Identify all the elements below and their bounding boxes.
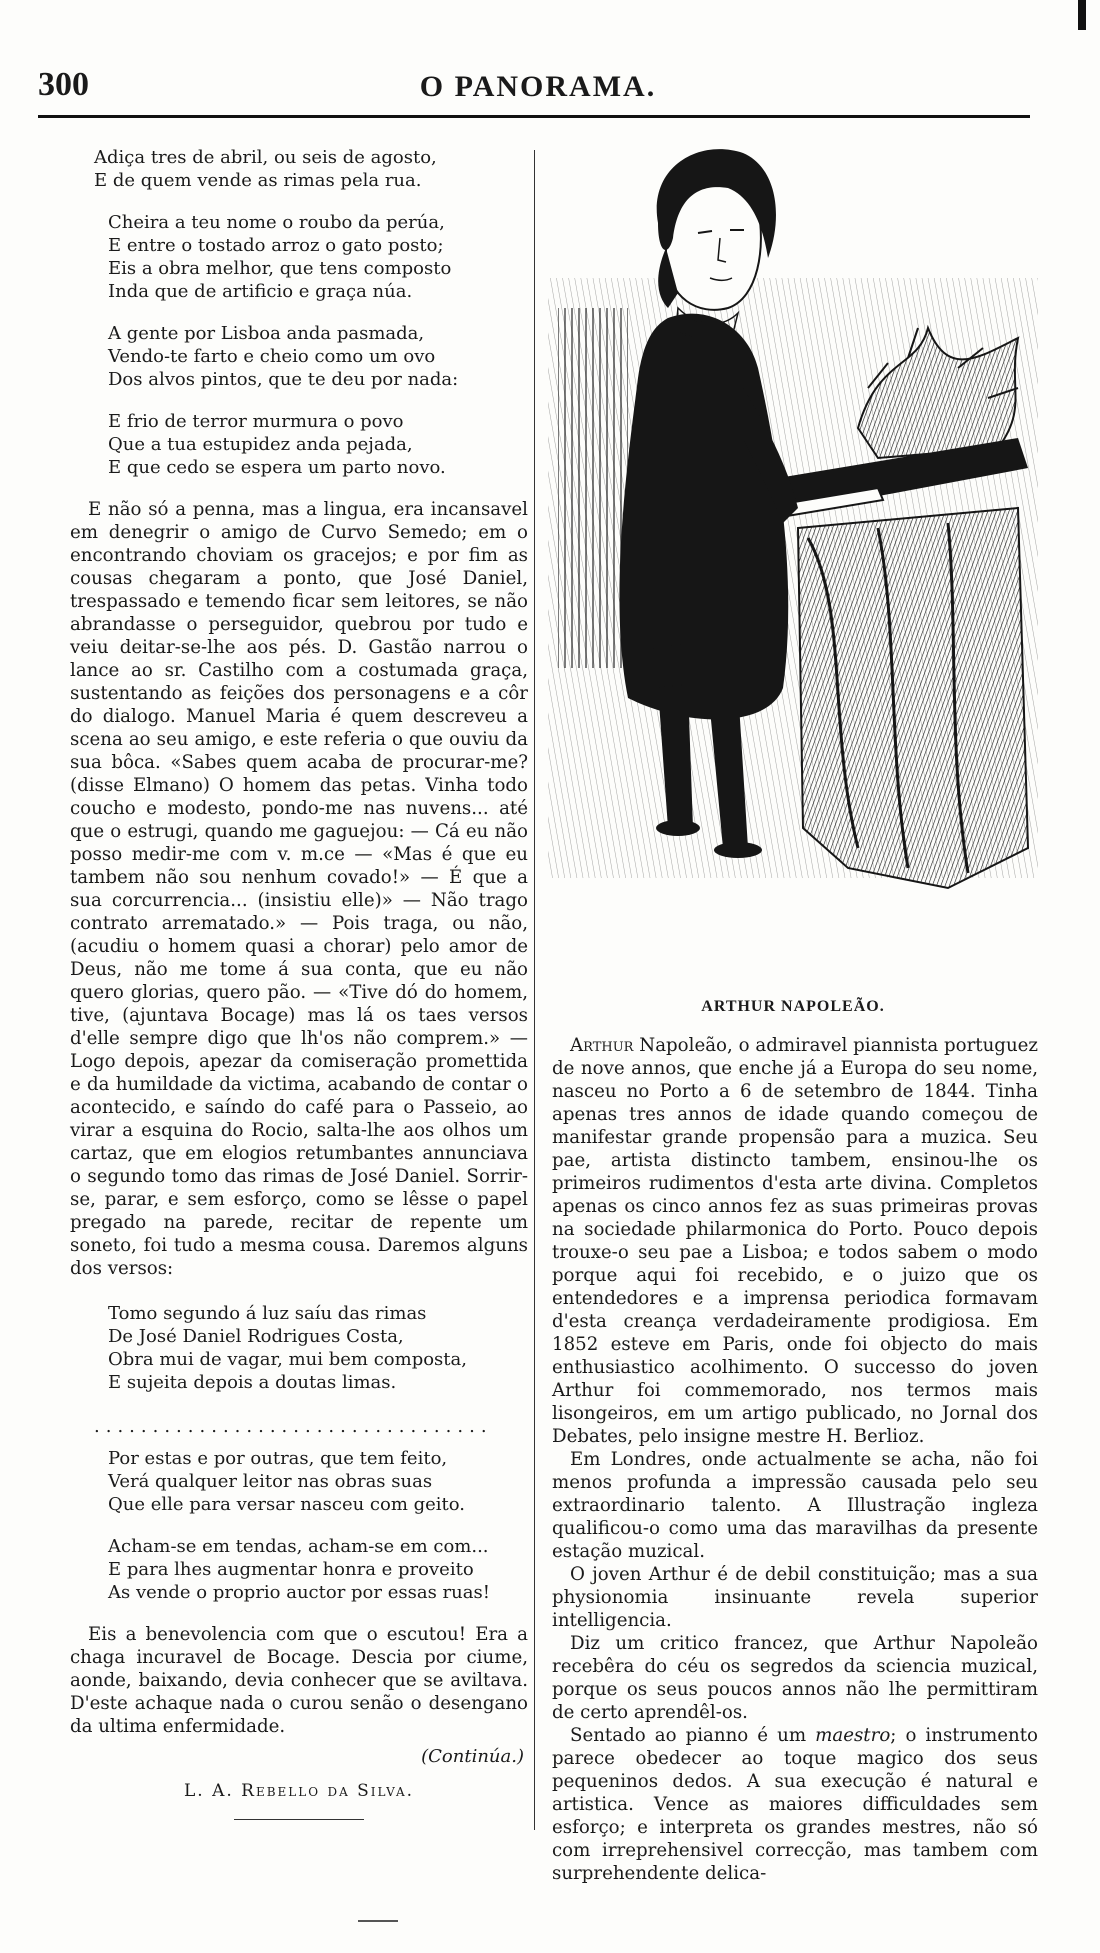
background-column xyxy=(558,308,628,668)
stanza xyxy=(108,1302,528,1394)
verse-line: A gente por Lisboa anda pasmada, xyxy=(108,323,425,344)
emphasis: maestro xyxy=(815,1725,891,1746)
paragraph-text: Napoleão, o admiravel piannista portuguez de nove annos, que enche já a Europa do seu nome, nasceu no Porto a 6 de setembro de 1844. Tinha apenas tres annos de idade quando começou de manifestar grande propensão para a muzica. Seu pae, artista distincto tambem, ensinou-lhe os primeiros rudimentos d'esta arte divina. Completos apenas os cinco annos fez as suas primeiras provas na sociedade philarmonica do Porto. Pouco depois trouxe-o seu pae a Lisboa; e todos sabem o modo porque aqui foi recebido, e o juizo que os entendedores e a imprensa periodica formavam d'esta creança verdadeiramente prodigiosa. Em 1852 esteve em Paris, onde foi objecto do mais enthusiastico acolhimento. O successo do joven Arthur foi commemorado, nos termos mais lisongeiros, em um artigo publicado, no Jornal dos Debates, pelo insigne mestre H. Berlioz. xyxy=(552,1035,1038,1447)
stanza xyxy=(94,146,528,192)
verse-line: Adiça tres de abril, ou seis de agosto, xyxy=(94,147,437,168)
ellipsis-line: .................................. xyxy=(94,1416,493,1437)
verse-line: Vendo-te farto e cheio como um ovo xyxy=(108,346,436,367)
verse-line: E frio de terror murmura o povo xyxy=(108,411,404,432)
verse-line: E que cedo se espera um parto novo. xyxy=(108,457,446,478)
verse-line: Eis a obra melhor, que tens composto xyxy=(108,258,452,279)
paragraph-text: ; o instrumento parece obedecer ao toque magico dos seus pequeninos dedos. A sua execução é natural e artistica. Vence as maiores difficuldades sem esforço; e interpreta os grandes mestres, não só com irreprehensivel correcção, mas tambem com surprehendente delica- xyxy=(552,1725,1038,1884)
paragraph: Eis a benevolencia com que o escutou! Era a chaga incuravel de Bocage. Descia por ciume, aonde, baixando, devia conhecer que se aviltava. D'este achaque nada o curou senão o desengano da ultima enfermidade. xyxy=(70,1624,528,1737)
right-column xyxy=(552,1034,1038,1885)
verse-line: Verá qualquer leitor nas obras suas xyxy=(108,1471,433,1492)
paragraph xyxy=(552,1724,1038,1885)
verse-line: Por estas e por outras, que tem feito, xyxy=(108,1448,448,1469)
page-number: 300 xyxy=(38,66,89,103)
verse-line: Que a tua estupidez anda pejada, xyxy=(108,434,413,455)
figure-caption: ARTHUR NAPOLEÃO. xyxy=(701,998,885,1015)
verse-line: Dos alvos pintos, que te deu por nada: xyxy=(108,369,459,390)
page-header xyxy=(38,66,1038,112)
verse-line: De José Daniel Rodrigues Costa, xyxy=(108,1326,404,1347)
paragraph: E não só a penna, mas a lingua, era incansavel em denegrir o amigo de Curvo Semedo; em o encontrando choviam os gracejos; e por fim as cousas chegaram a ponto, que José Daniel, trespassado e temendo ficar sem leitores, se não abrandasse o perseguidor, quebrou por tudo e veiu deitar-se-lhe aos pés. D. Gastão narrou o lance ao sr. Castilho com a costumada graça, sustentando as feições dos personagens e a côr do dialogo. Manuel Maria é quem descreveu a scena ao seu amigo, e este referia o que ouviu da sua bôca. «Sabes quem acaba de procurar-me? (disse Elmano) O homem das petas. Vinha todo coucho e modesto, pondo-me nas nuvens... até que o estrugi, quando me gaguejou: — Cá eu não posso medir-me com v. m.ce — «Mas é que eu tambem não sou nenhum covado!» — É que a sua corcurrencia... (insistiu elle)» — Não trago contrato arrematado.» — Pois traga, ou não, (acudiu o homem quasi a chorar) pelo amor de Deus, não me tome á sua conta, que eu não quero glorias, quero pão. — «Tive dó do homem, tive, (ajuntava Bocage) mas lá os taes versos d'elle sempre digo que lh'os não comprem.» — Logo depois, apezar da comiseração promettida e da humildade da victima, acabando de contar o acontecido, e saíndo do café para o Passeio, ao virar a esquina do Rocio, salta-lhe aos olhos um cartaz, que em elogios retumbantes annunciava o segundo tomo das rimas de José Daniel. Sorrir-se, parar, e sem esforço, como se lêsse o papel pregado na parede, recitar de repente um soneto, foi tudo a mesma cousa. Daremos alguns dos versos: xyxy=(70,499,528,1279)
verse-line: E entre o tostado arroz o gato posto; xyxy=(108,235,444,256)
verse-line: Obra mui de vagar, mui bem composta, xyxy=(108,1349,467,1370)
verse-line: As vende o proprio auctor por essas ruas! xyxy=(108,1582,490,1603)
verse-line: Acham-se em tendas, acham-se em com... xyxy=(108,1536,489,1557)
portrait-engraving xyxy=(548,128,1038,998)
paragraph: Diz um critico francez, que Arthur Napoleão recebêra do céu os segredos da sciencia muzical, porque os seus poucos annos não lhe permittiram de certo aprendêl-os. xyxy=(552,1633,1038,1723)
verse-line: E sujeita depois a doutas limas. xyxy=(108,1372,397,1393)
article-text xyxy=(70,1623,528,1738)
quatrain xyxy=(94,1302,528,1394)
header-rule xyxy=(38,115,1030,118)
bottom-mark xyxy=(358,1920,398,1922)
paragraph: Em Londres, onde actualmente se acha, não foi menos profunda a impressão causada pelo seu extraordinario talento. A Illustração ingleza qualificou-o como uma das maravilhas da presente estação muzical. xyxy=(552,1449,1038,1562)
lead-word: Arthur xyxy=(570,1035,634,1056)
left-column xyxy=(70,146,528,1820)
verse-line: Tomo segundo á luz saíu das rimas xyxy=(108,1303,427,1324)
paragraph-text: Sentado ao pianno é um xyxy=(570,1725,816,1746)
sonnet-fragment xyxy=(94,146,528,479)
journal-title: O PANORAMA. xyxy=(419,70,657,103)
paragraph xyxy=(552,1034,1038,1448)
page-edge-mark xyxy=(1078,0,1086,30)
verse-line: E de quem vende as rimas pela rua. xyxy=(94,170,422,191)
verse-line: Inda que de artificio e graça núa. xyxy=(108,281,413,302)
verse-line: E para lhes augmentar honra e proveito xyxy=(108,1559,474,1580)
author-signature: L. A. Rebello da Silva. xyxy=(183,1781,415,1801)
continued-note: (Continúa.) xyxy=(421,1746,524,1767)
stanza xyxy=(108,410,528,479)
closing-rule xyxy=(234,1819,364,1820)
stanza xyxy=(108,1535,528,1604)
stanza xyxy=(108,211,528,303)
stanza xyxy=(108,1447,528,1516)
article-text xyxy=(70,498,528,1280)
draped-table xyxy=(798,508,1028,888)
column-divider xyxy=(534,150,535,1830)
tercets xyxy=(94,1447,528,1604)
stanza xyxy=(108,322,528,391)
verse-line: Cheira a teu nome o roubo da perúa, xyxy=(108,212,445,233)
paragraph: O joven Arthur é de debil constituição; mas a sua physionomia insinuante revela superior intelligencia. xyxy=(552,1564,1038,1631)
verse-line: Que elle para versar nasceu com geito. xyxy=(108,1494,466,1515)
